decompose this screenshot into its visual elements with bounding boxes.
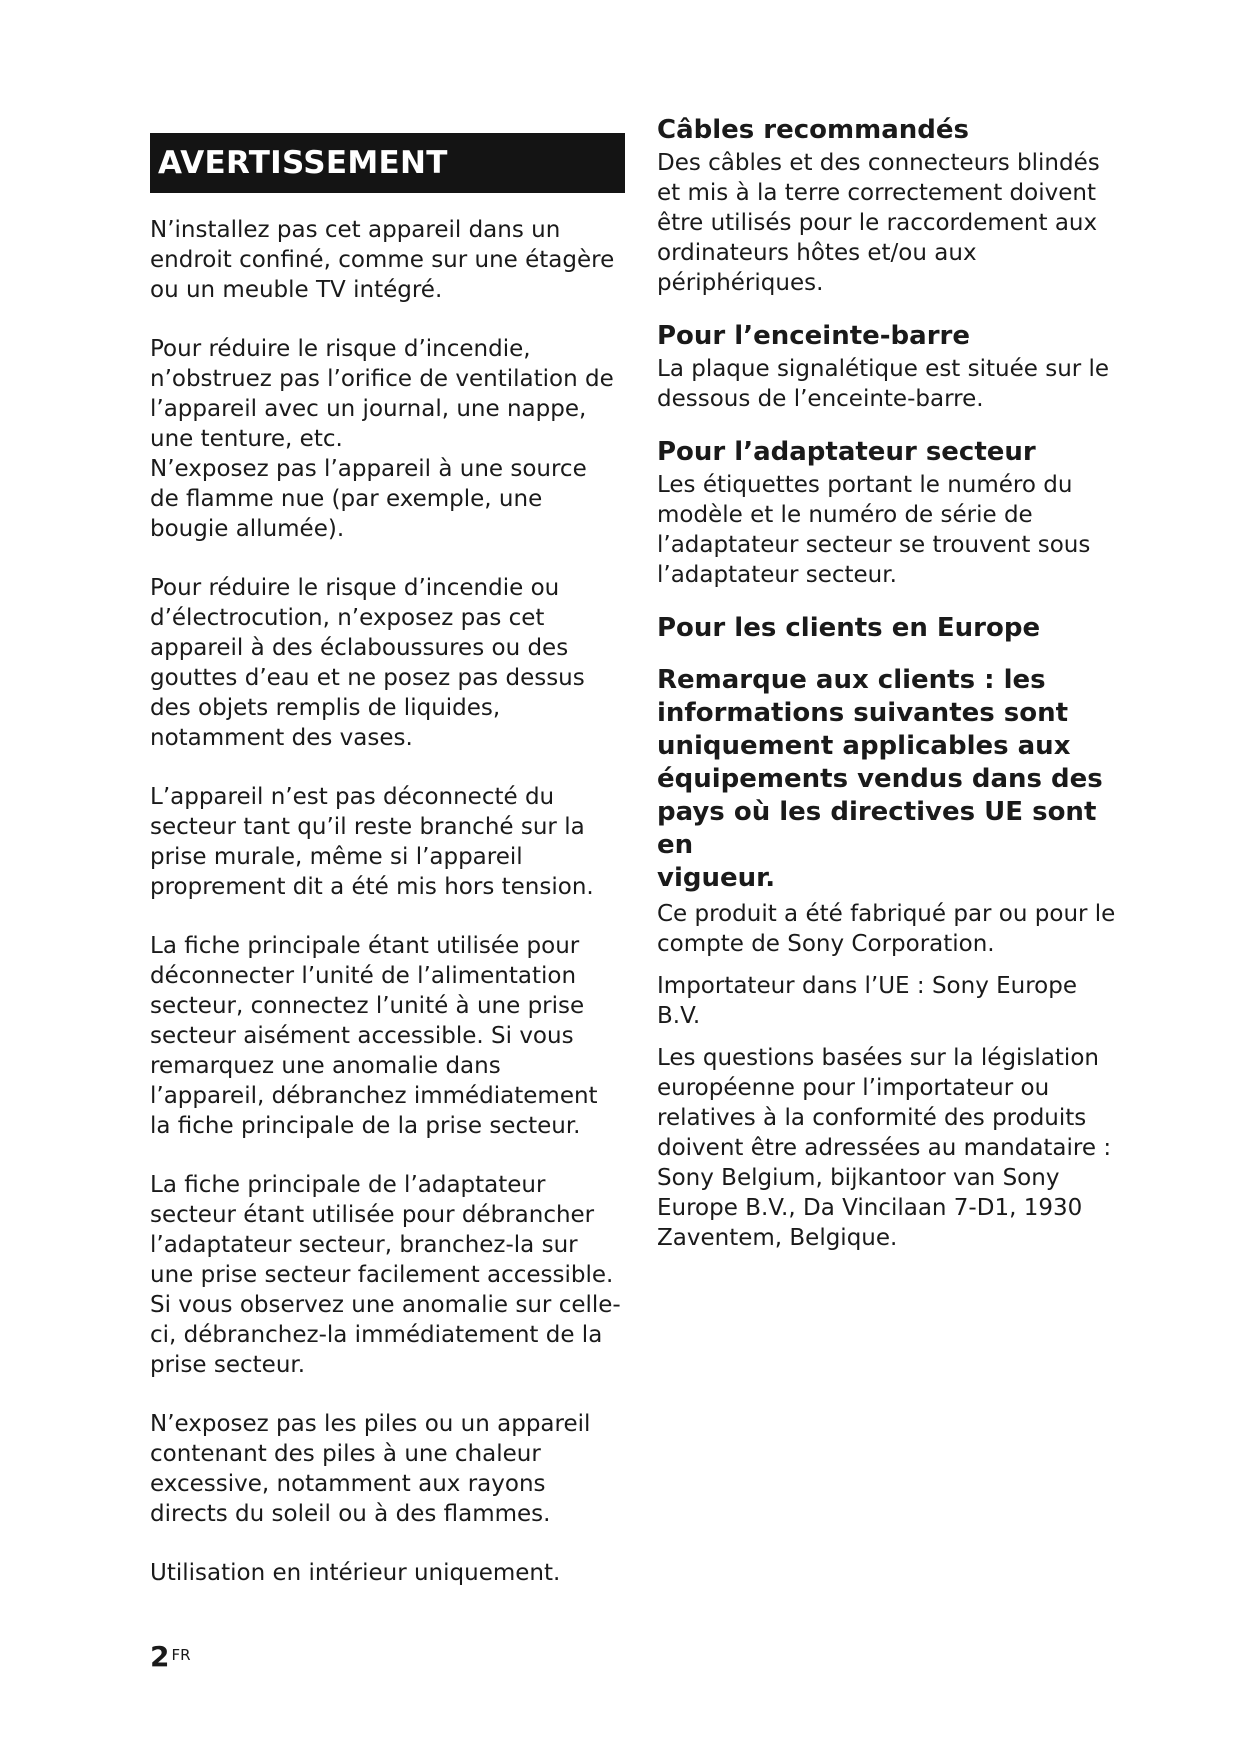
page-number-value: 2: [150, 1640, 170, 1673]
paragraph-confined-space: N’installez pas cet appareil dans un endroit confiné, comme sur une étagère ou un meuble TV intégré.: [150, 217, 615, 303]
paragraph-adapter-plug: La fiche principale de l’adaptateur secteur étant utilisée pour débrancher l’adaptateur secteur, branchez-la sur une prise secteur facilement accessible. Si vous observez une anomalie sur celle- ci, débranchez-la immédiatement de la prise secteur.: [150, 1172, 621, 1378]
paragraph-batteries: N’exposez pas les piles ou un appareil contenant des piles à une chaleur excessive, notamment aux rayons directs du soleil ou à des flammes.: [150, 1411, 591, 1527]
paragraph-electrocution: Pour réduire le risque d’incendie ou d’électrocution, n’exposez pas cet appareil à des éclaboussures ou des gouttes d’eau et ne posez pas dessus des objets remplis de liquides, notamment des vases.: [150, 575, 585, 751]
paragraph-fire-ventilation: Pour réduire le risque d’incendie, n’obstruez pas l’orifice de ventilation de l’appareil avec un journal, une nappe, une tenture, etc. N’exposez pas l’appareil à une source de flamme nue (par exemple, une bougie allumée).: [150, 336, 614, 542]
paragraph-soundbar: La plaque signalétique est située sur le dessous de l’enceinte-barre.: [657, 356, 1110, 412]
paragraph-indoor-use: Utilisation en intérieur uniquement.: [150, 1560, 561, 1586]
right-column: [657, 114, 1122, 1275]
paragraph-eu-importer: Importateur dans l’UE : Sony Europe B.V.: [657, 973, 1077, 1029]
heading-recommended-cables: Câbles recommandés: [657, 115, 969, 145]
paragraph-ac-adapter: Les étiquettes portant le numéro du modèle et le numéro de série de l’adaptateur secteur se trouvent sous l’adaptateur secteur.: [657, 472, 1091, 588]
paragraph-manufacturer: Ce produit a été fabriqué par ou pour le compte de Sony Corporation.: [657, 901, 1116, 957]
warning-banner: AVERTISSEMENT: [150, 133, 625, 193]
language-code: FR: [171, 1646, 191, 1664]
left-column: [150, 133, 625, 1588]
heading-eu-notice: Remarque aux clients : les informations suivantes sont uniquement applicables aux équipements vendus dans des pays où les directives UE sont en vigueur.: [657, 665, 1103, 893]
page-number: [150, 1641, 191, 1673]
heading-europe-customers: Pour les clients en Europe: [657, 613, 1041, 643]
paragraph-disconnection: L’appareil n’est pas déconnecté du secteur tant qu’il reste branché sur la prise murale, même si l’appareil proprement dit a été mis hors tension.: [150, 784, 594, 900]
heading-soundbar: Pour l’enceinte-barre: [657, 321, 970, 351]
paragraph-recommended-cables: Des câbles et des connecteurs blindés et mis à la terre correctement doivent être utilisés pour le raccordement aux ordinateurs hôtes et/ou aux périphériques.: [657, 150, 1100, 296]
heading-ac-adapter: Pour l’adaptateur secteur: [657, 437, 1036, 467]
paragraph-main-plug: La fiche principale étant utilisée pour déconnecter l’unité de l’alimentation secteur, connectez l’unité à une prise secteur aisément accessible. Si vous remarquez une anomalie dans l’appareil, débranchez immédiatement la fiche principale de la prise secteur.: [150, 933, 598, 1139]
paragraph-eu-questions: Les questions basées sur la législation européenne pour l’importateur ou relatives à la conformité des produits doivent être adressées au mandataire : Sony Belgium, bijkantoor van Sony Europe B.V., Da Vincilaan 7-D1, 1930 Zaventem, Belgique.: [657, 1045, 1112, 1251]
